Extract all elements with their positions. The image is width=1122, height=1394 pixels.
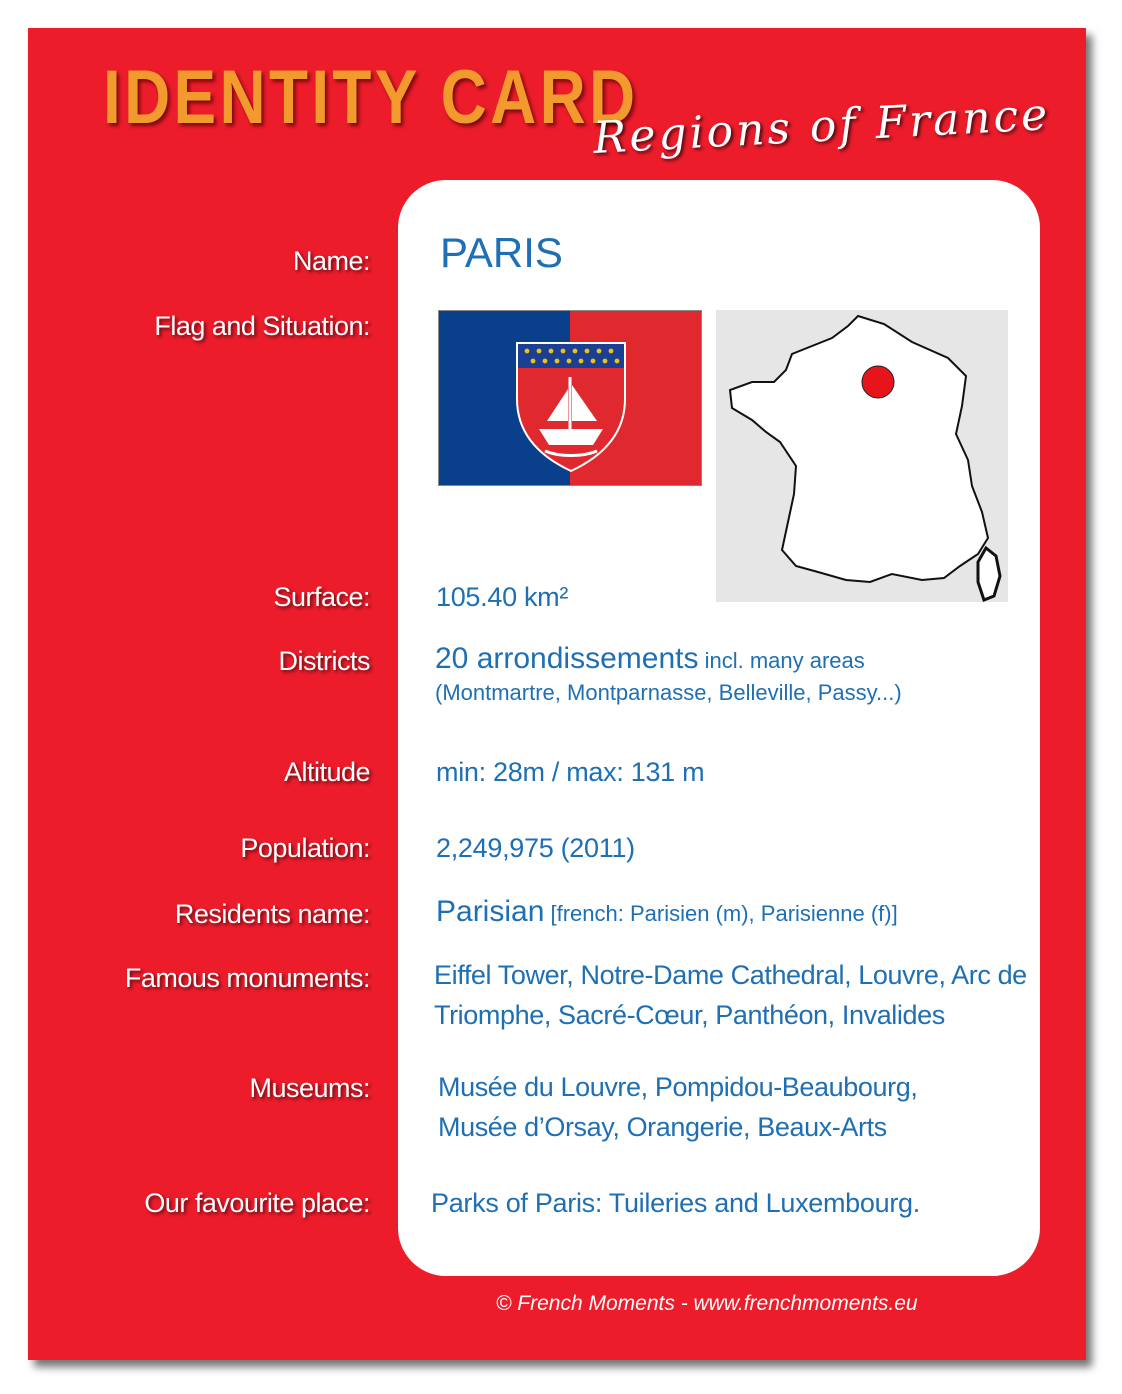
page-title: IDENTITY CARD (103, 55, 639, 140)
museums-line-1: Musée du Louvre, Pompidou-Beaubourg, (438, 1072, 918, 1102)
districts-main: 20 arrondissements (435, 642, 699, 675)
districts-extra: incl. many areas (698, 648, 865, 673)
copyright-footer: © French Moments - www.frenchmoments.eu (496, 1292, 918, 1315)
districts-areas: (Montmartre, Montparnasse, Belleville, Passy...) (435, 680, 902, 705)
monuments-value (434, 955, 1034, 1035)
monuments-line-2: Triomphe, Sacré-Cœur, Panthéon, Invalides (434, 1000, 945, 1030)
surface-label: Surface: (273, 582, 370, 612)
residents-label: Residents name: (174, 899, 370, 929)
population-value: 2,249,975 (2011) (436, 833, 635, 863)
page-subtitle: Regions of France (591, 89, 1052, 164)
altitude-label: Altitude (283, 757, 370, 787)
residents-value (436, 895, 898, 929)
monuments-label: Famous monuments: (124, 963, 370, 993)
name-label: Name: (292, 246, 370, 276)
population-label: Population: (240, 833, 370, 863)
paris-flag-image (439, 311, 701, 485)
surface-value: 105.40 km² (436, 582, 569, 612)
museums-value (438, 1067, 1038, 1147)
residents-extra: [french: Parisien (m), Parisienne (f)] (544, 901, 898, 926)
paris-flag (438, 310, 702, 486)
flag-situation-label: Flag and Situation: (154, 311, 370, 341)
districts-label: Districts (278, 646, 370, 676)
residents-main: Parisian (436, 895, 545, 928)
france-map (716, 310, 1008, 602)
museums-line-2: Musée d’Orsay, Orangerie, Beaux-Arts (438, 1112, 887, 1142)
altitude-value: min: 28m / max: 131 m (436, 757, 705, 787)
monuments-line-1: Eiffel Tower, Notre-Dame Cathedral, Louvre, Arc de (434, 960, 1027, 990)
favourite-place-label: Our favourite place: (144, 1188, 370, 1218)
name-value: PARIS (440, 229, 563, 276)
france-map-image (716, 310, 1008, 602)
favourite-place-value: Parks of Paris: Tuileries and Luxembourg. (431, 1188, 920, 1218)
districts-value (435, 642, 865, 676)
museums-label: Museums: (249, 1073, 370, 1103)
